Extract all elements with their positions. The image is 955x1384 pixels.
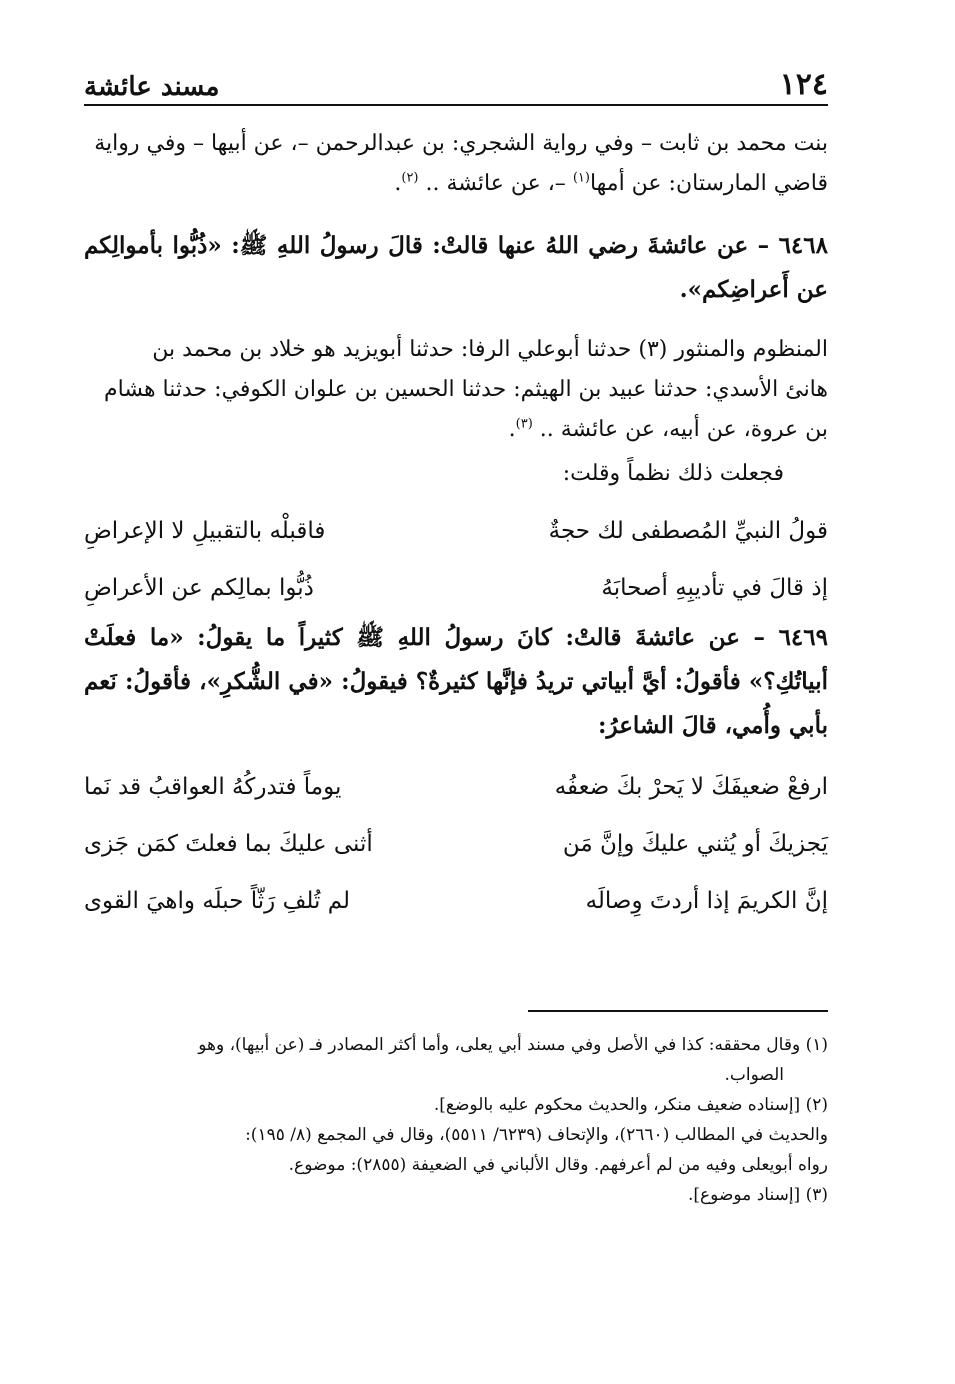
poem-2 xyxy=(84,758,828,929)
footnote-2 xyxy=(84,1090,828,1120)
poem-1-verse xyxy=(84,502,828,559)
footnote-3-text: [إسناد موضوع]. xyxy=(688,1185,801,1205)
intro-paragraph xyxy=(84,124,828,204)
hadith-6468: ٦٤٦٨ – عن عائشةَ رضي اللهُ عنها قالتْ: قالَ رسولُ اللهِ ﷺ: «ذُبُّوا بأموالِكم عن أَعراضِكم». xyxy=(84,232,828,303)
footnote-1-text: وقال محققه: كذا في الأصل وفي مسند أبي يعلى، وأما أكثر المصادر فـ (عن أبيها)، وهو xyxy=(198,1035,801,1055)
footnote-ref-2[interactable]: (٢) xyxy=(401,170,419,186)
hemistich-first: إذ قالَ في تأديبِهِ أصحابَهُ xyxy=(601,574,828,601)
footnote-1-continuation: الصواب. xyxy=(724,1065,784,1085)
hemistich-first: يَجزيكَ أو يُثني عليكَ وإنَّ مَن xyxy=(562,830,828,857)
isnad-line-3: بن عروة، عن أبيه، عن عائشة .. xyxy=(532,417,828,442)
page-body xyxy=(84,60,828,929)
poem-2-verse xyxy=(84,758,828,815)
footnote-ref-1[interactable]: (١) xyxy=(572,170,590,186)
poem-2-verse xyxy=(84,872,828,929)
footnote-2-number: (٢) xyxy=(805,1095,828,1115)
hemistich-first: ارفعْ ضعيفَكَ لا يَحرْ بكَ ضعفُه xyxy=(554,773,828,800)
hadith-6469: ٦٤٦٩ – عن عائشةَ قالتْ: كانَ رسولُ اللهِ ﷺ كثيراً ما يقولُ: «ما فعلَتْ أبياتُكِ؟» فأقولُ: أيَّ أبياتي تريدُ فإنَّها كثيرةٌ؟ فيقولُ: «في الشُّكرِ»، فأقولُ: نَعم بأبي وأُمي، قالَ الشاعرُ: xyxy=(84,624,828,739)
running-title: مسند عائشة xyxy=(84,72,220,102)
page-header xyxy=(84,60,828,106)
footnote-3-number: (٣) xyxy=(805,1185,828,1205)
poem-1 xyxy=(84,502,828,616)
footnotes xyxy=(84,1030,828,1210)
footnote-1 xyxy=(84,1030,828,1090)
isnad-line-2: هانئ الأسدي: حدثنا عبيد بن الهيثم: حدثنا الحسين بن علوان الكوفي: حدثنا هشام xyxy=(104,377,828,402)
intro-line-2-end: –، عن عائشة .. xyxy=(418,171,573,196)
intro-line-1: بنت محمد بن ثابت – وفي رواية الشجري: بن عبدالرحمن –، عن أبيها – وفي رواية xyxy=(94,131,828,156)
poem-2-verse xyxy=(84,815,828,872)
footnote-2-text: [إسناده ضعيف منكر، والحديث محكوم عليه بالوضع]. xyxy=(433,1095,801,1115)
hemistich-second: أثنى عليكَ بما فعلتَ كمَن جَزى xyxy=(84,830,373,857)
isnad-paragraph xyxy=(84,330,828,450)
poem-1-verse xyxy=(84,559,828,616)
isnad-line-3-tail: . xyxy=(508,417,516,442)
hemistich-second: يوماً فتدركُهُ العواقبُ قد نَما xyxy=(84,773,342,800)
footnote-1-number: (١) xyxy=(805,1035,828,1055)
hemistich-second: فاقبلْه بالتقبيلِ لا الإعراضِ xyxy=(84,517,326,544)
footnote-ref-3[interactable]: (٣) xyxy=(515,416,533,432)
isnad-line-1: المنظوم والمنثور (٣) حدثنا أبوعلي الرفا: حدثنا أبويزيد هو خلاد بن محمد بن xyxy=(152,337,828,362)
footnote-3 xyxy=(84,1180,828,1210)
footnote-divider xyxy=(528,1010,828,1012)
hemistich-second: ذُبُّوا بمالِكم عن الأعراضِ xyxy=(84,574,314,601)
hemistich-first: إنَّ الكريمَ إذا أردتَ وِصالَه xyxy=(585,887,828,914)
page-number: ١٢٤ xyxy=(779,67,828,102)
verse-intro: فجعلت ذلك نظماً وقلت: xyxy=(562,461,784,486)
footnote-2-line-2: والحديث في المطالب (٢٦٦٠)، والإتحاف (٦٢٣٩/ ٥٥١١)، وقال في المجمع (٨/ ١٩٥): xyxy=(245,1125,828,1145)
footnote-2-line-3: رواه أبويعلى وفيه من لم أعرفهم. وقال الألباني في الضعيفة (٢٨٥٥): موضوع. xyxy=(288,1155,828,1175)
hemistich-first: قولُ النبيِّ المُصطفى لك حجةٌ xyxy=(548,517,828,544)
intro-line-2: قاضي المارستان: عن أمها xyxy=(589,171,828,196)
hemistich-second: لم تُلفِ رَثّاً حبلَه واهيَ القوى xyxy=(84,887,351,914)
intro-line-2-tail: . xyxy=(394,171,402,196)
